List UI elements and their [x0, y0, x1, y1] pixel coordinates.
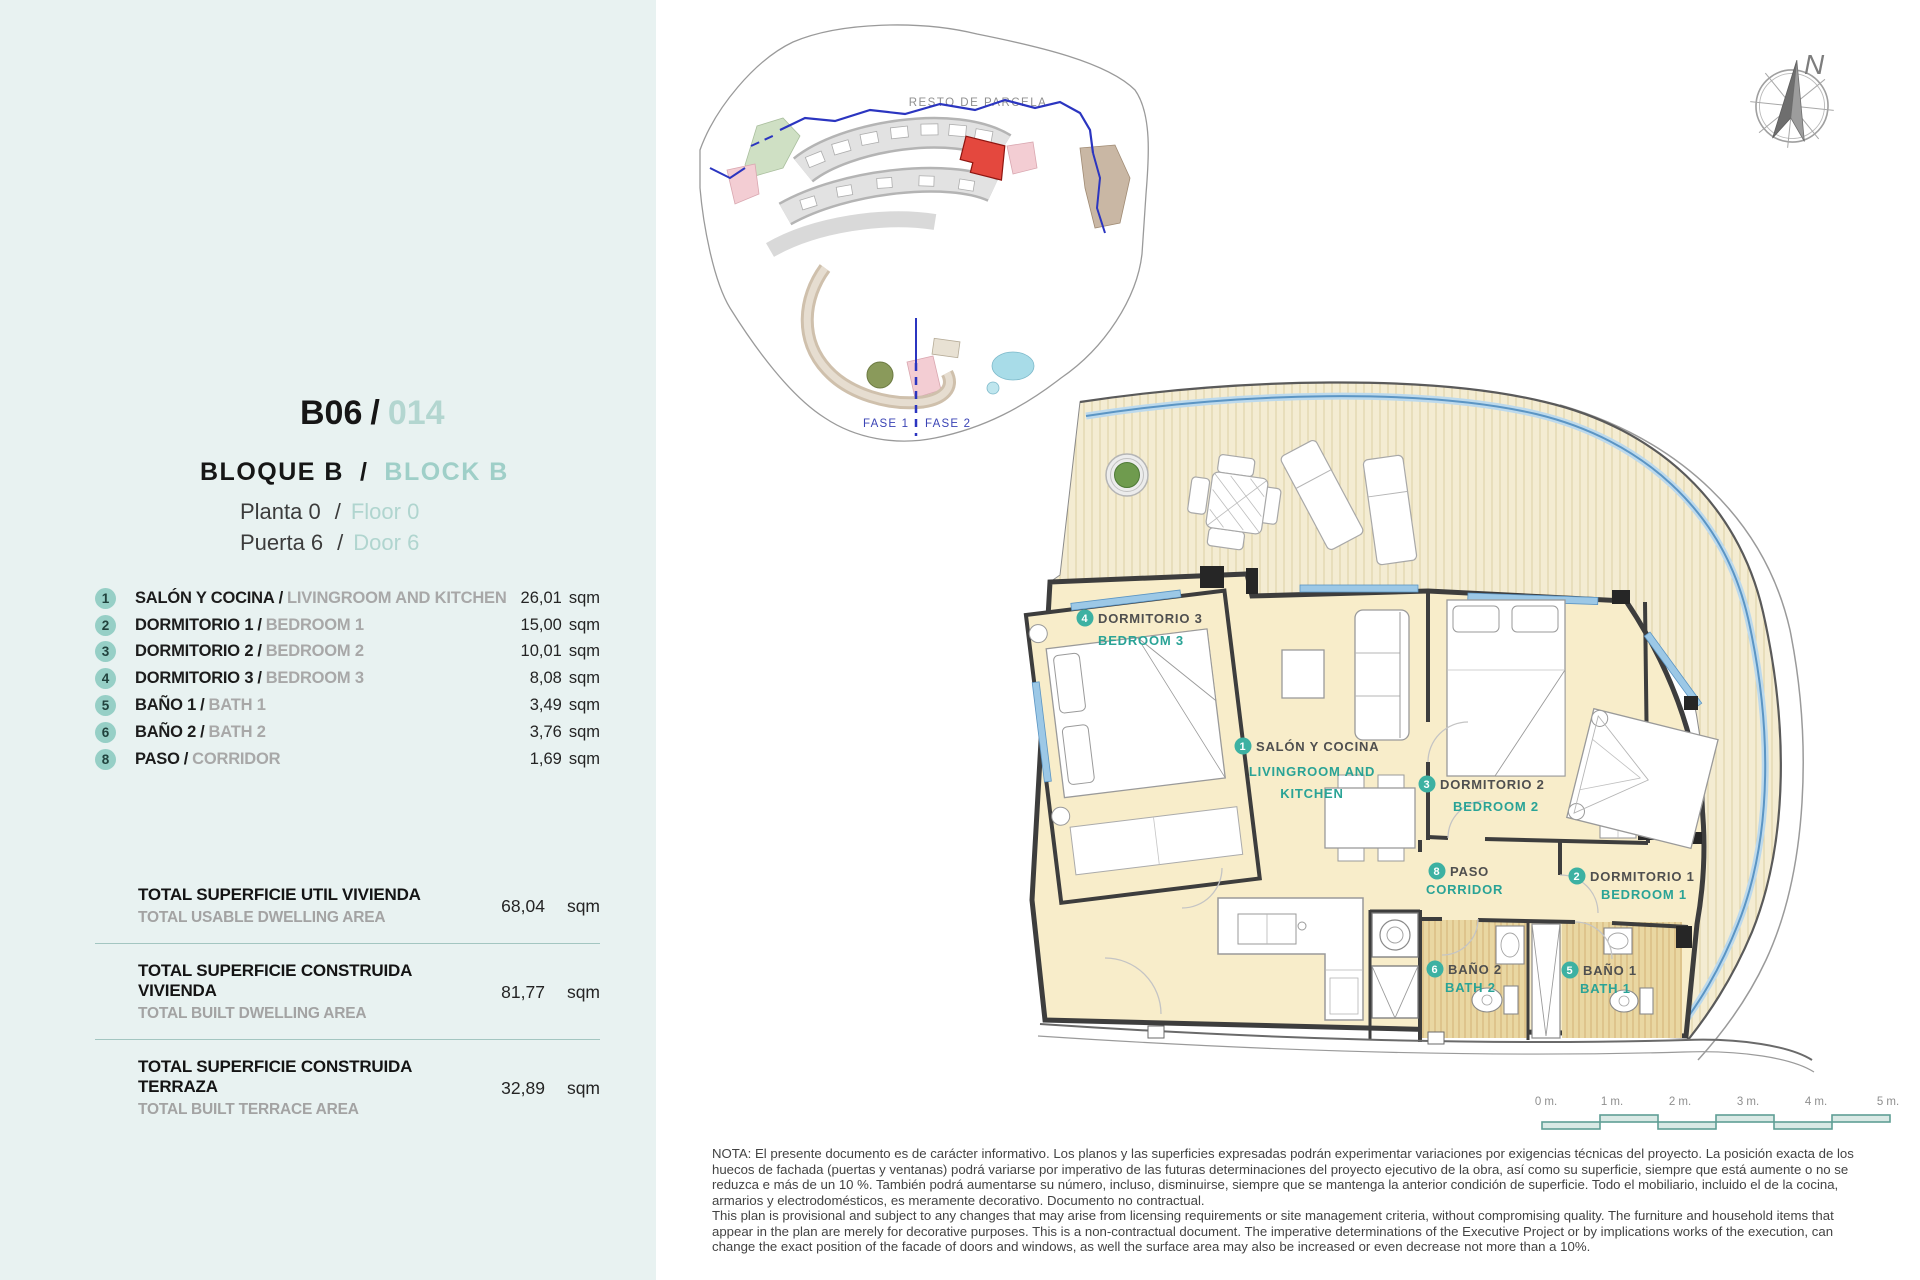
area-totals: [95, 868, 600, 1135]
room-area: 26,01: [520, 588, 562, 607]
room-area: 3,76: [529, 722, 562, 741]
legend-row: 5 BAÑO 1 / BATH 1 3,49 sqm: [95, 692, 600, 719]
svg-text:KITCHEN: KITCHEN: [1280, 786, 1344, 801]
room-area-unit: sqm: [568, 642, 600, 661]
total-usable-dwelling: [95, 868, 600, 943]
room-area: 3,49: [529, 696, 562, 715]
room-area: 1,69: [529, 749, 562, 768]
apartment-floor-plan: [1000, 370, 1820, 1100]
room-area-unit: sqm: [568, 696, 600, 715]
total-label-es: TOTAL SUPERFICIE CONSTRUIDA VIVIENDA: [138, 961, 412, 1000]
room-number-badge: 8: [95, 749, 116, 770]
room-name-en: BATH 2: [208, 722, 266, 741]
legend-row: 6 BAÑO 2 / BATH 2 3,76 sqm: [95, 719, 600, 746]
svg-text:8: 8: [1433, 866, 1441, 878]
total-value: 68,04: [501, 895, 545, 916]
door-line: [240, 530, 419, 556]
sofa: [1355, 610, 1409, 740]
rooms-legend: [95, 585, 600, 773]
svg-text:LIVINGROOM AND: LIVINGROOM AND: [1248, 764, 1376, 779]
left-info-panel: [0, 0, 656, 1280]
room-name-es: BAÑO 1: [135, 696, 197, 715]
unit-separator: /: [370, 394, 380, 432]
scale-bar: [1530, 1092, 1920, 1140]
room-number-badge: 2: [95, 615, 116, 636]
note-english: This plan is provisional and subject to any changes that may arise from licensing requirements or site management criteria, without compromising quality. The furniture and household items that appear in the plan are merely for decorative purposes. This is a non-contractual document. The imperative determinations of the Executive Project or by implications works of the execution, can change the exact position of the facade of doors and windows, as well the surface area may also be increased or even decrease not more than a 10%.: [712, 1208, 1834, 1255]
room-number-badge: 5: [95, 695, 116, 716]
room-name-en: BEDROOM 3: [265, 669, 364, 688]
total-unit: sqm: [566, 895, 600, 916]
bed: [1046, 629, 1225, 798]
laundry-closet: [1372, 913, 1418, 1018]
svg-text:4: 4: [1081, 613, 1089, 625]
total-value: 81,77: [501, 981, 545, 1002]
shower-tray: [1532, 924, 1560, 1038]
room-name-es: SALÓN Y COCINA: [135, 588, 275, 607]
svg-text:DORMITORIO 2: DORMITORIO 2: [1440, 777, 1545, 792]
total-built-terrace: [95, 1039, 600, 1135]
svg-text:5: 5: [1566, 965, 1574, 977]
room-name-es: DORMITORIO 1: [135, 615, 254, 634]
room-area: 15,00: [520, 615, 562, 634]
toilet-tank: [1504, 986, 1518, 1014]
svg-text:2: 2: [1573, 871, 1581, 883]
room-number-badge: 1: [95, 588, 116, 609]
scale-label: 2 m.: [1668, 1096, 1692, 1108]
legend-row: 3 DORMITORIO 2 / BEDROOM 2 10,01 sqm: [95, 639, 600, 666]
svg-text:BAÑO 1: BAÑO 1: [1583, 963, 1637, 978]
room-area-unit: sqm: [568, 615, 600, 634]
svg-text:PASO: PASO: [1450, 864, 1490, 879]
scale-label: 1 m.: [1600, 1096, 1624, 1108]
scale-label: 3 m.: [1736, 1096, 1760, 1108]
compass-rose: [1740, 42, 1850, 152]
svg-text:BEDROOM 1: BEDROOM 1: [1601, 887, 1687, 902]
svg-text:BATH 2: BATH 2: [1445, 980, 1496, 995]
door-es: Puerta 6: [240, 530, 324, 555]
legend-row: 1 SALÓN Y COCINA / LIVINGROOM AND KITCHEN 26,01 sqm: [95, 585, 600, 612]
unit-number: 014: [387, 394, 445, 432]
svg-text:3: 3: [1423, 779, 1431, 791]
total-unit: sqm: [566, 1077, 600, 1098]
room-name-en: LIVINGROOM AND KITCHEN: [287, 588, 507, 607]
coffee-table: [1282, 650, 1324, 698]
room-area-unit: sqm: [568, 669, 600, 688]
plant-pot: [1106, 454, 1148, 496]
floor-line: [240, 499, 419, 525]
total-label-en: TOTAL USABLE DWELLING AREA: [138, 909, 386, 926]
scale-label: 0 m.: [1534, 1096, 1558, 1108]
total-label-en: TOTAL BUILT DWELLING AREA: [138, 1005, 367, 1022]
block-en: BLOCK B: [384, 458, 509, 486]
total-label-es: TOTAL SUPERFICIE UTIL VIVIENDA: [138, 885, 421, 904]
room-area-unit: sqm: [568, 749, 600, 768]
room-number-badge: 4: [95, 668, 116, 689]
room-name-en: BEDROOM 1: [265, 615, 364, 634]
room-area: 10,01: [520, 642, 562, 661]
total-value: 32,89: [501, 1077, 545, 1098]
toilet-tank: [1640, 988, 1653, 1014]
block-line: [200, 458, 509, 487]
unit-title: [300, 394, 445, 433]
room-area-unit: sqm: [568, 722, 600, 741]
legend-row: 8 PASO / CORRIDOR 1,69 sqm: [95, 746, 600, 773]
block-separator: /: [359, 458, 369, 486]
svg-text:BEDROOM 3: BEDROOM 3: [1098, 633, 1184, 648]
block-es: BLOQUE B: [200, 458, 344, 486]
unit-code: B06: [300, 394, 363, 432]
room-name-es: BAÑO 2: [135, 722, 197, 741]
svg-text:BATH 1: BATH 1: [1580, 981, 1631, 996]
disclaimer-note: [712, 1146, 1862, 1255]
sink: [1496, 926, 1524, 964]
fase1-label: FASE 1: [863, 418, 910, 430]
total-label-en: TOTAL BUILT TERRACE AREA: [138, 1101, 359, 1118]
scale-label: 5 m.: [1876, 1096, 1900, 1108]
floor-separator: /: [334, 499, 341, 524]
room-name-en: BEDROOM 2: [265, 642, 364, 661]
svg-text:CORRIDOR: CORRIDOR: [1426, 882, 1504, 897]
floor-en: Floor 0: [350, 499, 420, 524]
room-number-badge: 3: [95, 641, 116, 662]
note-spanish: NOTA: El presente documento es de carácter informativo. Los planos y las superficies expresadas podrán experimentar variaciones por exigencias técnicas del proyecto. La posición exacta de los huecos de fachada (puertas y ventanas) podrá variarse por imperativo de las futuras determinaciones del proyecto ejecutivo de la obra, así como su superficie, siempre que está aumente o no se reduzca e más de un 10 %. También podrá aumentarse su número, incluso, disminuirse, siempre que se mantenga la anterior condición de superficie. Todo el mobiliario, incluido el de la cocina, armarios y electrodomésticos, es meramente decorativo. Documento no contractual.: [712, 1146, 1854, 1208]
room-number-badge: 6: [95, 722, 116, 743]
scale-label: 4 m.: [1804, 1096, 1828, 1108]
shower-tray: [1372, 966, 1418, 1018]
door-separator: /: [337, 530, 344, 555]
svg-text:BEDROOM 2: BEDROOM 2: [1453, 799, 1539, 814]
door-en: Door 6: [353, 530, 420, 555]
svg-text:1: 1: [1239, 741, 1247, 753]
svg-text:6: 6: [1431, 964, 1439, 976]
room-area-unit: sqm: [568, 588, 600, 607]
svg-text:DORMITORIO 3: DORMITORIO 3: [1098, 611, 1203, 626]
svg-text:BAÑO 2: BAÑO 2: [1448, 962, 1502, 977]
room-name-es: PASO: [135, 749, 180, 768]
room-name-en: BATH 1: [208, 696, 266, 715]
svg-text:DORMITORIO 1: DORMITORIO 1: [1590, 869, 1695, 884]
total-label-es: TOTAL SUPERFICIE CONSTRUIDA TERRAZA: [138, 1057, 412, 1096]
room-name-es: DORMITORIO 3: [135, 669, 254, 688]
room-area: 8,08: [529, 669, 562, 688]
fase2-label: FASE 2: [925, 418, 972, 430]
total-built-dwelling: [95, 943, 600, 1039]
floor-es: Planta 0: [240, 499, 321, 524]
room-name-en: CORRIDOR: [192, 749, 281, 768]
room-name-es: DORMITORIO 2: [135, 642, 254, 661]
parcel-label: RESTO DE PARCELA: [908, 97, 1048, 109]
legend-row: 4 DORMITORIO 3 / BEDROOM 3 8,08 sqm: [95, 665, 600, 692]
compass-north-label: N: [1804, 49, 1825, 80]
total-unit: sqm: [566, 981, 600, 1002]
legend-row: 2 DORMITORIO 1 / BEDROOM 1 15,00 sqm: [95, 612, 600, 639]
svg-text:SALÓN Y COCINA: SALÓN Y COCINA: [1256, 739, 1380, 754]
